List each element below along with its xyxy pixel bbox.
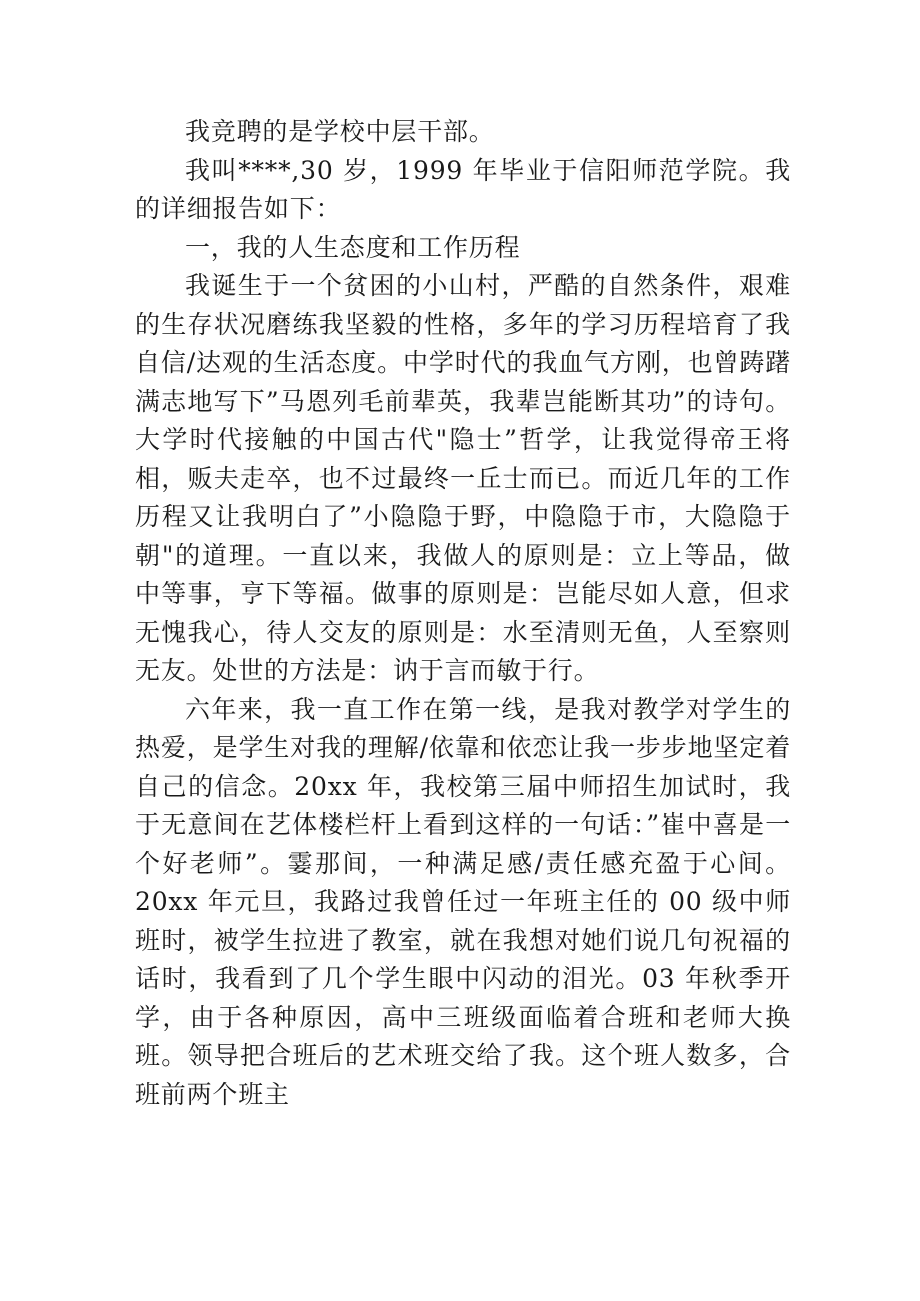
paragraph-six-years: 六年来，我一直工作在第一线，是我对教学对学生的热爱，是学生对我的理解/依靠和依恋让我一步步地坚定着自己的信念。20xx 年，我校第三届中师招生加试时，我于无意间在艺体楼栏杆上看到这样的一句话：”崔中喜是一个好老师”。霎那间，一种满足感/责任感充盈于心间。20xx 年元旦，我路过我曾任过一年班主任的 00 级中师班时，被学生拉进了教室，就在我想对她们说几句祝福的话时，我看到了几个学生眼中闪动的泪光。03 年秋季开学，由于各种原因，高中三班级面临着合班和老师大换班。领导把合班后的艺术班交给了我。这个班人数多，合班前两个班主: [135, 694, 791, 1109]
paragraph-life-attitude: 我诞生于一个贫困的小山村，严酷的自然条件，艰难的生存状况磨练我坚毅的性格，多年的学习历程培育了我自信/达观的生活态度。中学时代的我血气方刚，也曾踌躇满志地写下”马恩列毛前辈英，我辈岂能断其功”的诗句。大学时代接触的中国古代"隐士”哲学，让我觉得帝王将相，贩夫走卒，也不过最终一丘士而已。而近几年的工作历程又让我明白了”小隐隐于野，中隐隐于市，大隐隐于朝"的道理。一直以来，我做人的原则是：立上等品，做中等事，亨下等福。做事的原则是：岂能尽如人意，但求无愧我心，待人交友的原则是：水至清则无鱼，人至察则无友。处世的方法是：讷于言而敏于行。: [135, 271, 791, 685]
paragraph-position: 我竞聘的是学校中层干部。: [185, 117, 495, 146]
paragraph-introduction: 我叫****,30 岁，1999 年毕业于信阳师范学院。我的详细报告如下：: [135, 155, 791, 223]
section-heading-1: 一，我的人生态度和工作历程: [185, 232, 521, 262]
document-body: [135, 113, 791, 1114]
